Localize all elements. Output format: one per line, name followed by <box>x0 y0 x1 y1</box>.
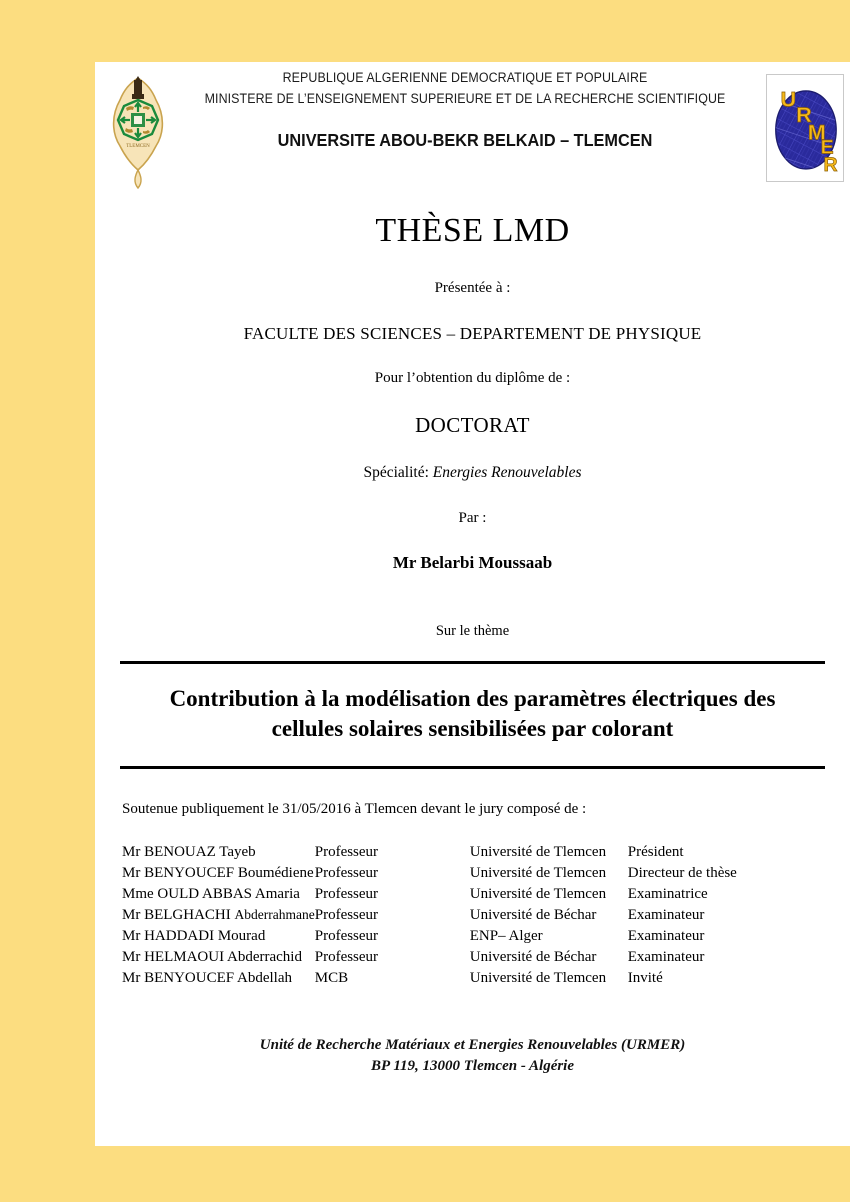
jury-member-role: Examinateur <box>627 927 705 944</box>
theme-label: Sur le thème <box>435 623 510 639</box>
jury-member-name: Mr HADDADI Mourad <box>122 927 266 944</box>
jury-member-grade: Professeur <box>314 885 379 902</box>
degree-name: DOCTORAT <box>415 413 530 437</box>
jury-member-grade: Professeur <box>314 927 379 944</box>
jury-member-grade: MCB <box>314 969 349 986</box>
jury-member-name: Mr BENYOUCEF Boumédiene <box>122 864 314 881</box>
jury-table <box>122 844 768 991</box>
title-rule-top <box>120 661 825 664</box>
faculty-line: FACULTE DES SCIENCES – DEPARTEMENT DE PHYSIQUE <box>243 324 702 343</box>
university-name: UNIVERSITE ABOU-BEKR BELKAID – TLEMCEN <box>277 129 653 150</box>
author-label: Par : <box>458 510 487 526</box>
footer-line-2: BP 119, 13000 Tlemcen - Algérie <box>370 1058 575 1075</box>
jury-member-surname: BELGHACHI <box>144 906 231 923</box>
svg-text:U: U <box>780 87 797 112</box>
specialty-label: Spécialité: <box>363 464 429 481</box>
jury-member-institution: Université de Tlemcen <box>469 864 607 881</box>
thesis-cover-page <box>95 62 850 1146</box>
jury-member-name: Mr HELMAOUI Abderrachid <box>122 948 302 965</box>
jury-member-institution: Université de Tlemcen <box>469 969 607 986</box>
svg-text:M: M <box>807 120 826 145</box>
specialty-value: Energies Renouvelables <box>432 464 582 481</box>
degree-label: Pour l’obtention du diplôme de : <box>374 370 571 386</box>
footer-line-1: Unité de Recherche Matériaux et Energies Renouvelables (URMER) <box>259 1036 686 1053</box>
ministry-line: MINISTERE DE L’ENSEIGNEMENT SUPERIEURE ET DE LA RECHERCHE SCIENTIFIQUE <box>204 90 726 106</box>
specialty-line <box>95 464 850 482</box>
table-row <box>122 928 768 949</box>
table-row <box>122 865 768 886</box>
jury-member-role: Examinatrice <box>627 885 708 902</box>
jury-member-institution: Université de Béchar <box>469 948 597 965</box>
jury-member-role: Président <box>627 843 684 860</box>
table-row <box>122 844 768 865</box>
presented-label: Présentée à : <box>434 280 511 296</box>
jury-member-role: Examinateur <box>627 948 705 965</box>
urmer-logo-icon <box>766 74 844 182</box>
jury-member-name: Mr BENYOUCEF Abdellah <box>122 969 292 986</box>
title-rule-bottom <box>120 766 825 769</box>
svg-text:R: R <box>823 153 838 176</box>
jury-member-role: Invité <box>627 969 663 986</box>
jury-member-grade: Professeur <box>314 948 379 965</box>
jury-member-grade: Professeur <box>314 906 379 923</box>
jury-member-name: Mr BENOUAZ Tayeb <box>122 843 256 860</box>
jury-member-institution: Université de Tlemcen <box>469 885 607 902</box>
header-title-block <box>155 68 775 151</box>
jury-member-grade: Professeur <box>314 843 379 860</box>
jury-member-role: Examinateur <box>627 906 705 923</box>
jury-member-institution: Université de Tlemcen <box>469 843 607 860</box>
defense-statement: Soutenue publiquement le 31/05/2016 à Tlemcen devant le jury composé de : <box>122 800 587 817</box>
lab-address-footer <box>95 1035 850 1079</box>
jury-member-institution: Université de Béchar <box>469 906 597 923</box>
thesis-title: Contribution à la modélisation des paramètres électriques des cellules solaires sensibilisées par colorant <box>169 686 776 742</box>
table-row <box>122 907 768 928</box>
svg-text:TLEMCEN: TLEMCEN <box>126 144 150 149</box>
jury-member-role: Directeur de thèse <box>627 864 737 881</box>
svg-text:R: R <box>796 103 812 128</box>
table-row <box>122 970 768 991</box>
jury-member-name-prefix: Mr <box>122 906 141 923</box>
jury-member-name <box>122 907 315 928</box>
jury-member-name: Mme OULD ABBAS Amaria <box>122 885 300 902</box>
jury-member-institution: ENP– Alger <box>469 927 543 944</box>
author-name: Mr Belarbi Moussaab <box>392 553 553 572</box>
republic-line: REPUBLIQUE ALGERIENNE DEMOCRATIQUE ET POPULAIRE <box>282 70 648 85</box>
table-row <box>122 886 768 907</box>
table-row <box>122 949 768 970</box>
jury-member-firstname: Abderrahmane <box>234 906 315 922</box>
page-header <box>95 62 850 180</box>
jury-member-grade: Professeur <box>314 864 379 881</box>
document-type-title: THÈSE LMD <box>375 212 570 249</box>
svg-text:E: E <box>820 136 834 159</box>
